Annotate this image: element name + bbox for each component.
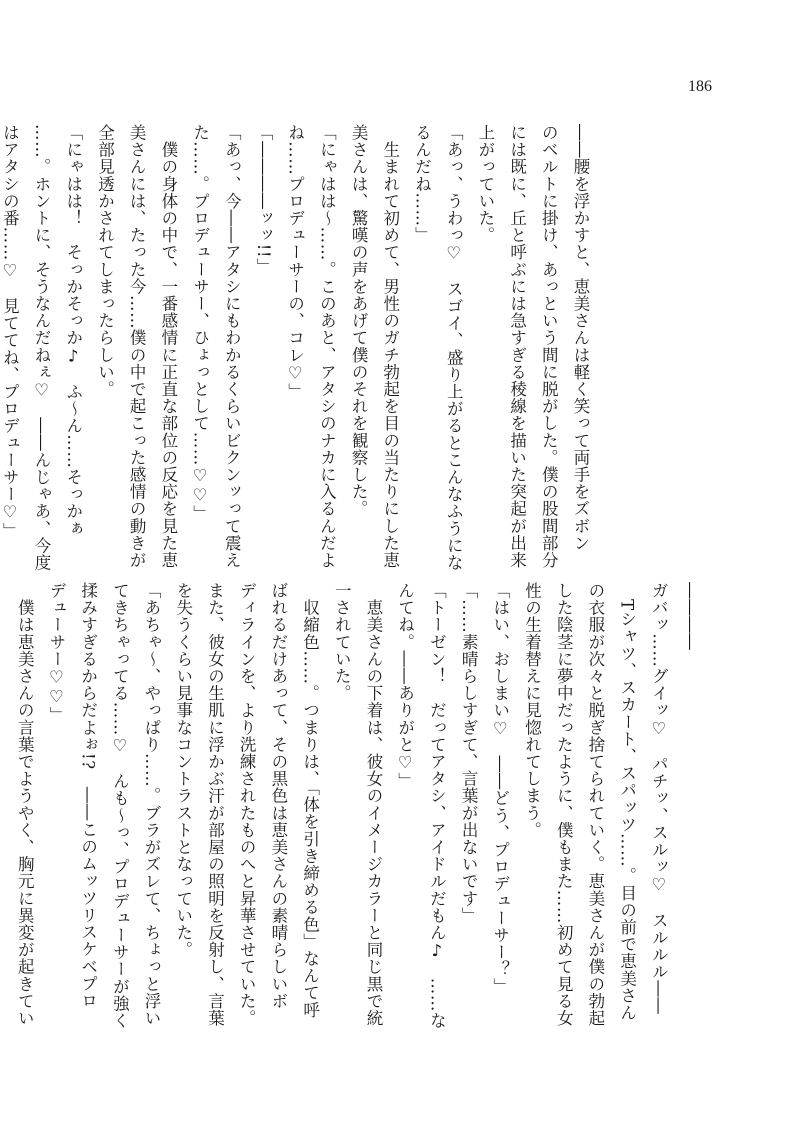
text-line: 「……素晴らしすぎて、言葉が出ないです」 — [459, 582, 479, 924]
text-line: 僕は恵美さんの言葉でようやく、胸元に異変が起きてい — [15, 582, 35, 1027]
page-number: 186 — [688, 78, 712, 95]
text-line: のベルトに掛け、あっという間に脱がした。僕の股間部分 — [539, 124, 559, 569]
text-line: 恵美さんの下着は、彼女のイメージカラーと同じ黒で統 — [363, 582, 383, 1027]
text-line: 一されていた。 — [332, 582, 352, 702]
text-line: を失うくらい見事なコントラストとなっていた。 — [173, 582, 193, 959]
text-line: 「トーゼン！ だってアタシ、アイドルだもん♪ ……な — [427, 582, 447, 1030]
text-line: Tシャツ、スカート、スパッツ……。目の前で恵美さん — [617, 582, 637, 1022]
text-line: 生まれて初めて、男性のガチ勃起を目の当たりにした恵 — [380, 124, 400, 569]
text-line: ――腰を浮かすと、恵美さんは軽く笑って両手をズボン — [571, 124, 590, 552]
text-line: ……。ホントに、そうなんだねぇ♡ ――んじゃあ、今度 — [32, 124, 52, 572]
text-line: ガバッ……グイッ♡ パチッ、スルッ♡ スルルル―― — [649, 582, 669, 1015]
text-line: ばれるだけあって、その黒色は恵美さんの素晴らしいボ — [268, 582, 288, 1010]
text-line: 「はい、おしまい♡ ――どう、プロデューサー？」 — [490, 582, 510, 995]
text-line: ―――― — [681, 582, 700, 651]
text-line: てきちゃってる……♡ んも〜っ、プロデューサーが強く — [110, 582, 130, 1030]
top-text-block — [0, 124, 596, 572]
text-line: 美さんは、驚嘆の声をあげて僕のそれを観察した。 — [349, 124, 369, 518]
text-line: 上がっていた。 — [475, 124, 495, 244]
text-line: には既に、丘と呼ぶには急すぎる稜線を描いた突起が出来 — [507, 124, 527, 569]
text-line: 「あっ、今――アタシにもわかるくらいビクンッって震え — [222, 124, 242, 569]
text-line: た……。プロデューサー、ひょっとして……♡♡」 — [190, 124, 210, 523]
text-line: 「あっ、うわっ♡ スゴイ、盛り上がるとこんなふうにな — [444, 124, 464, 572]
text-line: した陰茎に夢中だったように、僕もまた……初めて見る女 — [554, 582, 574, 1027]
text-line: また、彼女の生肌に浮かぶ汗が部屋の照明を反射し、言葉 — [205, 582, 225, 1027]
text-line: はアタシの番……♡ 見ててね、プロデューサー♡」 — [0, 124, 20, 540]
text-line: るんだね……」 — [412, 124, 432, 244]
text-line: デューサー♡♡」 — [46, 582, 66, 724]
text-line: 美さんには、たった今……僕の中で起こった感情の動きが — [127, 124, 147, 569]
bottom-text-block — [15, 582, 706, 1030]
text-line: 「にゃはは〜……。このあと、アタシのナカに入るんだよ — [317, 124, 337, 569]
text-line: 収縮色……。つまりは、「体を引き締める色」なんて呼 — [300, 582, 320, 1019]
text-line: の衣服が次々と脱ぎ捨てられていく。恵美さんが僕の勃起 — [585, 582, 605, 1027]
text-line: 「あちゃ〜、やっぱり……。ブラがズレて、ちょっと浮い — [142, 582, 162, 1027]
text-line: 「――――ッッ!!」 — [253, 124, 273, 276]
text-line: 全部見透かされてしまったらしい。 — [95, 124, 115, 398]
text-line: ね……プロデューサーの、コレ♡」 — [285, 124, 305, 401]
text-line: 僕の身体の中で、一番感情に正直な部位の反応を見た恵 — [158, 124, 178, 569]
text-line: 性の生着替えに見惚れてしまう。 — [522, 582, 542, 839]
text-line: ディラインを、より洗練されたものへと昇華させていた。 — [237, 582, 257, 1027]
text-line: んてね。――ありがと♡」 — [395, 582, 415, 790]
text-line: 揉みすぎるからだよぉ!? ――このムッツリスケベプロ — [78, 582, 98, 1010]
text-line: 「にゃはは！ そっかそっか♪ ふ〜ん……そっかぁ — [63, 124, 83, 537]
